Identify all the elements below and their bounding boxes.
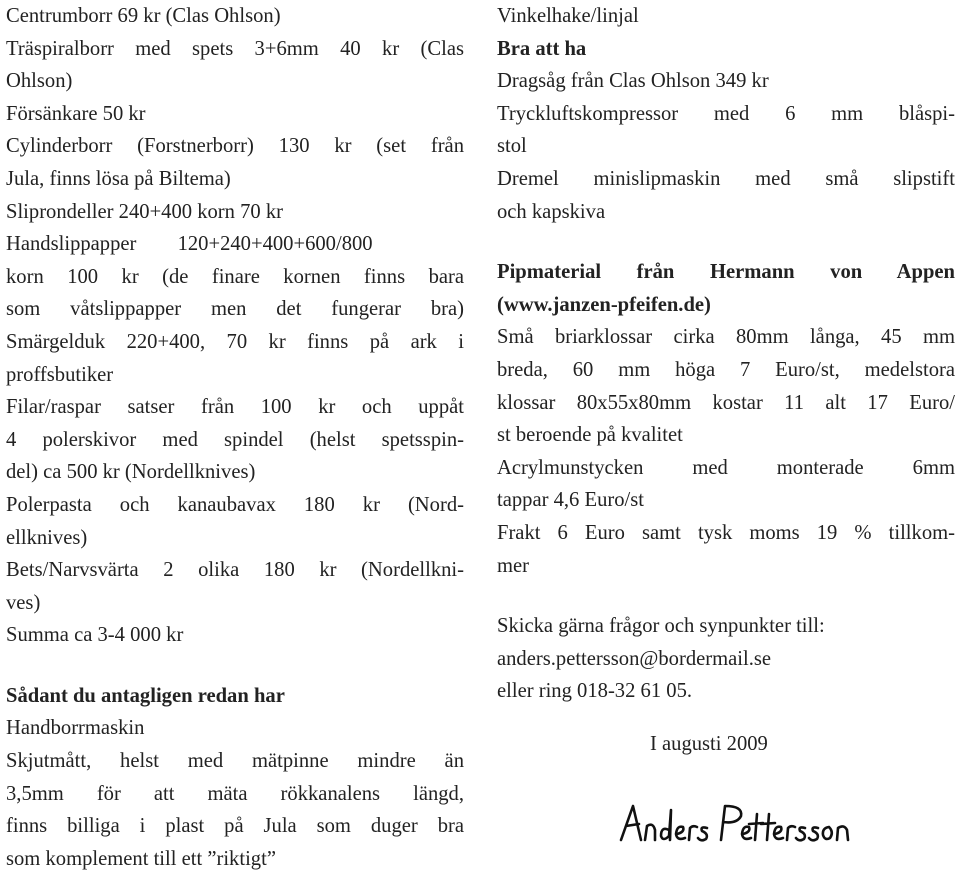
text-line: ellknives)	[6, 526, 88, 549]
text-line: mer	[497, 554, 530, 577]
contact-email: anders.pettersson@bordermail.se	[497, 647, 772, 670]
text-line: som komplement till ett ”riktigt”	[6, 847, 276, 870]
text-line: Bets/Narvsvärta 2 olika 180 kr (Nordellkni-	[6, 559, 464, 582]
text-line: och kapskiva	[497, 200, 606, 223]
text-line: klossar 80x55x80mm kostar 11 alt 17 Euro/	[497, 391, 955, 414]
text-line: korn 100 kr (de finare kornen finns bara	[6, 265, 464, 288]
spacer	[6, 652, 464, 680]
already-have-section	[6, 680, 464, 875]
text-line: Dremel minislipmaskin med små slipstift	[497, 167, 955, 190]
text-line: Små briarklossar cirka 80mm långa, 45 mm	[497, 326, 955, 349]
text-line: Centrumborr 69 kr (Clas Ohlson)	[6, 5, 281, 27]
text-line: som våtslippapper men det fungerar bra)	[6, 298, 464, 321]
document-date: I augusti 2009	[650, 733, 768, 755]
section-heading-url: (www.janzen-pfeifen.de)	[497, 293, 711, 316]
spacer	[497, 582, 955, 610]
text-line: 3,5mm för att mäta rökkanalens längd,	[6, 782, 464, 805]
text-line: Summa ca 3-4 000 kr	[6, 624, 184, 647]
text-line: del) ca 500 kr (Nordellknives)	[6, 461, 256, 484]
text-line: Cylinderborr (Forstnerborr) 130 kr (set från	[6, 135, 464, 158]
text-line: Tryckluftskompressor med 6 mm blåspi-	[497, 102, 955, 125]
section-heading: Bra att ha	[497, 37, 587, 60]
contact-phone: eller ring 018-32 61 05.	[497, 680, 693, 703]
handwritten-signature	[617, 796, 857, 854]
text-line: Handslippapper 120+240+400+600/800	[6, 233, 373, 256]
text-line: Vinkelhake/linjal	[497, 5, 639, 27]
text-line: stol	[497, 135, 527, 158]
text-line: Sliprondeller 240+400 korn 70 kr	[6, 200, 284, 223]
contact-section	[497, 610, 955, 708]
text-line: Acrylmunstycken med monterade 6mm	[497, 456, 955, 479]
text-line: Ohlson)	[6, 70, 73, 93]
text-line: Skicka gärna frågor och synpunkter till:	[497, 615, 825, 638]
text-line: Jula, finns lösa på Biltema)	[6, 167, 231, 190]
text-line: Frakt 6 Euro samt tysk moms 19 % tillkom-	[497, 521, 955, 544]
text-line: Skjutmått, helst med mätpinne mindre än	[6, 750, 464, 773]
text-line: 4 polerskivor med spindel (helst spetsspin-	[6, 428, 464, 451]
text-line: Försänkare 50 kr	[6, 102, 146, 125]
text-line: Filar/raspar satser från 100 kr och uppåt	[6, 396, 464, 419]
text-line: tappar 4,6 Euro/st	[497, 489, 644, 512]
section-heading: Sådant du antagligen redan har	[6, 684, 285, 707]
text-line: proffsbutiker	[6, 363, 114, 386]
text-line: Träspiralborr med spets 3+6mm 40 kr (Clas	[6, 37, 464, 60]
text-line: Handborrmaskin	[6, 717, 145, 740]
spacer	[497, 228, 955, 256]
text-line: Smärgelduk 220+400, 70 kr finns på ark i	[6, 330, 464, 353]
text-line: breda, 60 mm höga 7 Euro/st, medelstora	[497, 358, 955, 381]
tool-list-costs	[6, 0, 464, 652]
section-heading: Pipmaterial från Hermann von Appen	[497, 261, 955, 284]
text-line: Polerpasta och kanaubavax 180 kr (Nord-	[6, 493, 464, 516]
text-line: finns billiga i plast på Jula som duger bra	[6, 815, 464, 838]
nice-to-have-section	[497, 0, 955, 228]
text-line: st beroende på kvalitet	[497, 424, 683, 447]
pipe-material-section	[497, 256, 955, 582]
right-column	[497, 0, 955, 708]
left-column	[6, 0, 464, 875]
text-line: ves)	[6, 591, 41, 614]
text-line: Dragsåg från Clas Ohlson 349 kr	[497, 70, 769, 93]
